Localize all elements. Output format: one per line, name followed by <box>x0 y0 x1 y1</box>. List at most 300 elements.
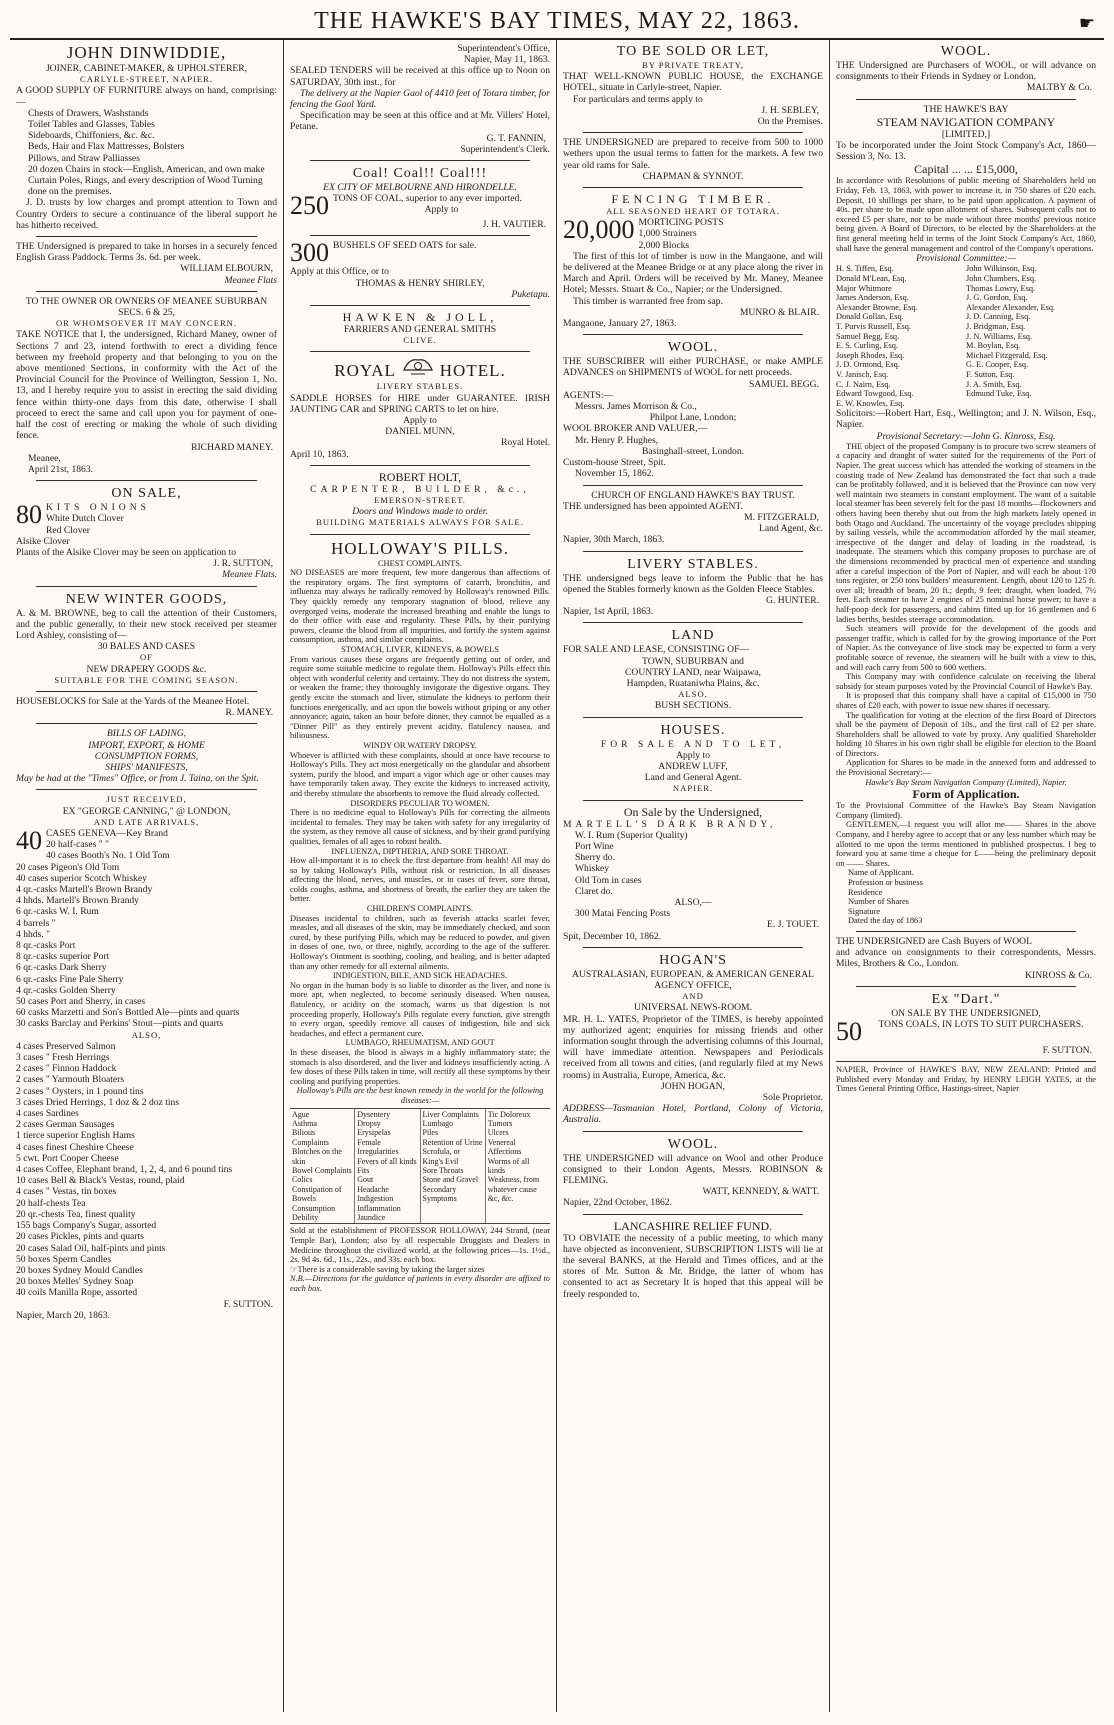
ad-body: THE UNDERSIGNED will advance on Wool and other Produce consigned to their London Agents, Messrs. ROBINSON & FLEMING. <box>563 1152 823 1187</box>
ad-heading: HOGAN'S <box>659 952 727 968</box>
list-item: 40 cases Booth's No. 1 Old Tom <box>46 850 170 862</box>
ad-heading: TO THE OWNER OR OWNERS OF MEANEE SUBURBAN SECS. 6 & 25, <box>25 295 268 319</box>
ad-place: On the Premises. <box>757 116 823 128</box>
list-item: J. D. Ormond, Esq. <box>836 360 900 370</box>
list-item: John Chambers, Esq. <box>966 273 1037 283</box>
ad-body: Such steamers will provide for the development of the goods and passenger traffic, which is called for by the growing importance of the Port of Napier. As the conveyance of live stock may be expected to form a very profitable source of revenue, the steamers will be built with a view to this, and will each carry from 500 to 600 wethers. <box>836 624 1096 672</box>
section-body: There is no medicine equal to Holloway's Pills for correcting the ailments incidental to females. They may be taken with safety for any irregularity of the system, as they remove all cause of sickness, and by their grand purifying qualities, females of all ages to robust health. <box>290 808 550 846</box>
ad-tenders <box>290 43 550 155</box>
list-item: Samuel Begg, Esq. <box>836 331 900 341</box>
ad-signature: E. J. TOUET. <box>767 919 819 931</box>
form-field-label: Name of Applicant. <box>848 868 914 878</box>
list-item: Red Clover <box>46 524 90 536</box>
section-body: Diseases incidental to children, such as feverish attacks scarlet fever, measles, and all diseases of the skin, may be immediately checked, and soon cured, by these purifying Pills, which may be reduced to powder, and given in doses of one, two, or three, nightly, according to the age of the sufferer. Holloway's Ointment is soothing, cooling, and healing, and is better adapted than any other remedy for all external ailments. <box>290 913 550 971</box>
ad-place: Meanee, <box>28 452 61 464</box>
form-title: Form of Application. <box>912 787 1020 802</box>
ad-line: OF <box>140 652 153 663</box>
ad-royal-hotel <box>290 356 550 459</box>
ad-line: Apply at this Office, or to <box>290 266 389 278</box>
ad-bills-of-lading <box>16 728 277 784</box>
list-item: James Anderson, Esq. <box>836 293 909 303</box>
list-item: 1 tierce superior English Hams <box>16 1130 135 1142</box>
ad-line: SUITABLE FOR THE COMING SEASON. <box>54 674 239 685</box>
ad-lead: MARTELL'S DARK BRANDY, <box>563 818 777 830</box>
ad-place: CLIVE. <box>403 335 437 346</box>
list-item: 50 cases Port and Sherry, in cases <box>16 996 146 1008</box>
list-item: 20 boxes Sydney Mould Candles <box>16 1264 143 1276</box>
table-cell: Headache <box>357 1184 389 1194</box>
ad-signature: WATT, KENNEDY, & WATT. <box>702 1186 819 1198</box>
ad-heading: JOHN DINWIDDIE, <box>66 43 227 62</box>
ad-body: THE Undersigned is prepared to take in horses in a securely fenced English Grass Paddock. Terms 3s. 6d. per week. <box>16 241 277 264</box>
ad-subheading: AND <box>682 991 704 1002</box>
ad-line: ON SALE BY THE UNDERSIGNED, <box>891 1007 1041 1019</box>
table-cell: Fevers of all kinds <box>357 1156 417 1166</box>
section-body: Whoever is afflicted with these complaints, should at once have recourse to Holloway's Pills. They act most energetically on the glandular and absorbent system, purify the blood, and impart a vigor which age or other causes may have temporarily taken away. They excite the kidneys to increased activity, and thereby stimulate the absorbents to remove the fluid already collected. <box>290 750 550 798</box>
ad-chapman-synnot <box>563 137 823 182</box>
ad-signature: J. R. SUTTON, <box>213 558 273 570</box>
ad-signature: J. H. SEBLEY, <box>761 104 819 116</box>
list-item: 2 cases " Finnon Haddock <box>16 1063 117 1075</box>
ad-line: Hampden, Ruataniwha Plains, &c. <box>626 677 760 689</box>
ad-robert-holt <box>290 470 550 529</box>
ad-line: Solicitors:—Robert Hart, Esq., Wellington; and J. N. Wilson, Esq., Napier. <box>836 408 1096 431</box>
list-item: 2 cases " Oysters, in 1 pound tins <box>16 1085 144 1097</box>
ad-body: TO OBVIATE the necessity of a public meeting, to which many have objected as inconvenient, SUBSCRIPTION LISTS will lie at the several BANKS, at the Herald and Times offices, and at the stores of Mr. Sutton & Mr. Bridge, the latter of whom has consented to act as Secretary It is hoped that this appeal will be freely responded to. <box>563 1232 823 1300</box>
ad-date: Spit, December 10, 1862. <box>563 930 662 942</box>
ad-signature: RICHARD MANEY. <box>191 441 273 453</box>
ad-date: Mangaone, January 27, 1863. <box>563 318 677 330</box>
ad-signature: CHAPMAN & SYNNOT. <box>642 170 744 182</box>
ad-body: THE undersigned has been appointed AGENT. <box>563 500 743 512</box>
ad-line: Doors and Windows made to order. <box>352 506 488 518</box>
list-item: 20 qr.-chests Tea, finest quality <box>16 1208 136 1220</box>
list-item: E. W. Knowles, Esq. <box>836 398 905 408</box>
ad-body: A. & M. BROWNE, beg to call the attention of their Customers, and the public generally, to their new stock received per steamer Lord Ashley, consisting of— <box>16 607 277 641</box>
ad-just-received <box>16 794 277 1321</box>
ad-address: CARLYLE-STREET, NAPIER. <box>80 74 213 85</box>
ad-body: MR. H. L. YATES, Proprietor of the TIMES, is hereby appointed my authorized agent; enquiries for missing friends and other information sought through the advertising columns of this Journal, will have immediate attention. Newspapers and Periodicals received from all towns and cities, (and regularly filed at my News rooms) in Australia, Europe, America, &c. <box>563 1013 823 1081</box>
ad-line: IMPORT, EXPORT, & HOME <box>88 739 205 751</box>
ad-heading: On Sale by the Undersigned, <box>623 804 763 819</box>
list-item: 6 qr.-casks W. I. Rum <box>16 906 99 918</box>
ad-steam-navigation <box>836 104 1096 926</box>
list-item: G. E. Cooper, Esq. <box>966 360 1029 370</box>
list-item: 20 half-chests Tea <box>16 1197 86 1209</box>
ad-address: ADDRESS—Tasmanian Hotel, Portland, Colony of Victoria, Australia. <box>563 1103 823 1126</box>
list-item: Sherry do. <box>575 852 615 864</box>
column-4 <box>829 40 1102 1712</box>
ad-livery-stables <box>563 556 823 618</box>
ad-line: ALSO, <box>678 689 708 700</box>
ad-body: It is proposed that this company shall have a capital of £15,000 in 750 shares of £20 each, with power to issue new shares if necessary. <box>836 691 1096 710</box>
ad-heading: NEW WINTER GOODS, <box>65 591 228 607</box>
table-cell: Retention of Urine <box>422 1137 483 1147</box>
ad-line: Basinghall-street, London. <box>641 445 745 457</box>
ad-subheading: ALL SEASONED HEART OF TOTARA. <box>606 206 780 217</box>
form-field-label: Dated the day of 1863 <box>848 916 923 926</box>
pointing-hand-icon: ☛ <box>1078 13 1096 33</box>
table-caption: Holloway's Pills are the best known remedy in the world for the following diseases:— <box>296 1086 544 1105</box>
ad-heading-part: ROYAL <box>334 361 396 381</box>
table-cell: Scrofula, or King's Evil <box>422 1147 461 1166</box>
ad-date: Napier, 1st April, 1863. <box>563 606 654 618</box>
section-body: No organ in the human body is so liable to disorder as the liver, and none is more apt, when neglected, to become seriously diseased. When nausea, flatulency, or acidity on the stomach, warns us that digestion is not proceeding properly, Holloway's Pills regulate every function, give strength to every organ, speedily remove all causes of indigestion, bile and sick headaches, and effect a permanent cure. <box>290 980 550 1038</box>
ad-signature: J. H. VAUTIER. <box>482 219 546 231</box>
list-item: 20 cases Pigeon's Old Tom <box>16 861 120 873</box>
ad-subheading: EX "GEORGE CANNING," @ LONDON, <box>62 805 231 817</box>
list-item: 4 cases " Vestas, tin boxes <box>16 1186 117 1198</box>
ad-heading: FENCING TIMBER. <box>611 192 775 207</box>
ad-number: 40 <box>16 825 42 855</box>
ad-body: THAT WELL-KNOWN PUBLIC HOUSE, the EXCHANGE HOTEL, situate in Carlyle-street, Napier. <box>563 71 823 94</box>
table-cell: Ulcers <box>487 1128 509 1138</box>
ad-place: Puketapu. <box>511 288 550 300</box>
ad-body: For particulars and terms apply to <box>573 93 703 105</box>
ad-holloways-pills <box>290 539 550 1294</box>
ad-line: ALSO,— <box>674 896 712 908</box>
list-item: M. Boylan, Esq. <box>966 341 1021 351</box>
table-cell: Fits <box>357 1165 370 1175</box>
ad-date: April 21st, 1863. <box>28 463 94 475</box>
ad-onions <box>16 485 277 580</box>
ad-signature: R. MANEY. <box>225 707 273 719</box>
ad-signature: G. T. FANNIN, <box>486 132 546 144</box>
ad-signature: SAMUEL BEGG. <box>749 378 819 390</box>
ad-line: Messrs. James Morrison & Co., <box>575 401 697 413</box>
ad-address: EMERSON-STREET. <box>374 495 466 506</box>
ad-subheading: [LIMITED,] <box>941 128 991 140</box>
list-item: 40 coils Manilla Rope, assorted <box>16 1287 138 1299</box>
ad-line: NEW DRAPERY GOODS &c. <box>86 663 207 675</box>
list-item: 5 cwt. Port Cooper Cheese <box>16 1152 119 1164</box>
ad-heading: LIVERY STABLES. <box>627 556 759 572</box>
list-item: 40 cases superior Scotch Whiskey <box>16 872 147 884</box>
ad-signature: F. SUTTON. <box>223 1298 273 1310</box>
ad-body: THE undersigned begs leave to inform the Public that he has opened the Stables formerly known as the Golden Fleece Stables. <box>563 572 823 595</box>
section-heading: INDIGESTION, BILE, AND SICK HEADACHES. <box>332 971 508 981</box>
ad-line: Apply to <box>403 415 437 427</box>
list-item: 20 half-cases " " <box>46 839 109 851</box>
ad-lead: KITS ONIONS <box>46 502 150 514</box>
ad-land <box>563 627 823 711</box>
ad-place: Meanee Flats. <box>222 569 277 581</box>
list-item: Whiskey <box>575 863 610 875</box>
ad-list <box>16 108 277 198</box>
list-item: J. D. Canning, Esq. <box>966 312 1031 322</box>
list-item: 4 barrels " <box>16 917 56 929</box>
table-cell: Worms of all kinds <box>487 1156 530 1175</box>
list-item: Alexander Alexander, Esq. <box>966 302 1056 312</box>
table-cell: Asthma <box>292 1118 317 1128</box>
list-item: Toilet Tables and Glasses, Tables <box>28 119 155 131</box>
list-item: 8 qr.-casks Port <box>16 940 76 952</box>
list-item: 4 hhds. Martell's Brown Brandy <box>16 895 139 907</box>
ad-footer: ☞There is a considerable saving by taking the larger sizes <box>290 1264 485 1274</box>
section-heading: CHILDREN'S COMPLAINTS. <box>366 904 474 914</box>
form-field-label: Number of Shares <box>848 897 909 907</box>
ad-role: Sole Proprietor. <box>762 1092 823 1104</box>
list-item: Chests of Drawers, Washstands <box>28 107 149 119</box>
ad-heading: HOLLOWAY'S PILLS. <box>330 538 510 558</box>
list-item: 30 casks Barclay and Perkins' Stout—pints and quarts <box>16 1018 224 1030</box>
ad-subheading: EX CITY OF MELBOURNE AND HIRONDELLE. <box>323 182 517 194</box>
ad-hogans-agency <box>563 952 823 1126</box>
ad-dinwiddie <box>16 43 277 231</box>
ad-heading: JUST RECEIVED, <box>106 794 187 805</box>
ad-body: TAKE NOTICE that I, the undersigned, Richard Maney, owner of Sections 7 and 23, intend forthwith to erect a dividing fence between my freehold property and that belonging to you on the above mentioned Sections, in conformity with the Act of the Provincial Council for the Province of Wellington, Session 1, No. 13, and I hereby require you to assist in erecting the said dividing fence within thirty-one days from this date, otherwise I shall proceed to erect the same and call upon you for payment of one-half the cost of erecting or making the whole of such dividing fence. <box>16 329 277 442</box>
ad-line: BILLS OF LADING, <box>106 728 187 740</box>
ad-body: To be incorporated under the Joint Stock Company's Act, 1860—Session 3, No. 13. <box>836 140 1096 163</box>
list-item: 20 cases Salad Oil, half-pints and pints <box>16 1242 166 1254</box>
ad-heading: ROBERT HOLT, <box>378 469 462 484</box>
ad-touet <box>563 805 823 942</box>
ad-number: 20,000 <box>563 215 635 245</box>
table-cell: Blotches on the skin <box>292 1147 342 1166</box>
ad-place: Meanee Flats <box>224 274 277 286</box>
ad-ex-dart <box>836 991 1096 1056</box>
section-heading: DISORDERS PECULIAR TO WOMEN. <box>350 798 490 808</box>
ad-line: Mr. Henry P. Hughes, <box>575 434 659 446</box>
list-item: 20 cases Pickles, pints and quarts <box>16 1231 144 1243</box>
table-cell: Inflammation <box>357 1203 401 1213</box>
section-body: From various causes these organs are frequently getting out of order, and require some suitable medicine to regulate them. Holloway's Pills effect this object with wonderful celerity and certainty. They do not distress the system, or weaken the frame; they thoroughly invigorate the digestive organs. They gently excite the stomach and liver, stimulate the kidneys to perform their functions energetically, and act upon the bowels without griping or any other annoyance; again, taken an hour before dinner, they cannot be equalled as a "Dinner Pill" as they entirely prevent acidity, flatulency nausea, and biliousness. <box>290 654 550 741</box>
section-heading: STOMACH, LIVER, KIDNEYS, & BOWELS <box>341 645 499 655</box>
form-field-label: Signature <box>848 906 881 916</box>
list-item: Pillows, and Straw Palliasses <box>28 152 140 164</box>
ad-lead: CASES GENEVA—Key Brand <box>46 827 168 839</box>
ad-subheading: CARPENTER, BUILDER, &c., <box>310 483 530 495</box>
form-body: To the Provisional Committee of the Hawke's Bay Steam Navigation Company (limited). <box>836 801 1096 820</box>
ad-winter-goods <box>16 591 277 686</box>
list-item: E. S. Curling, Esq. <box>836 341 898 351</box>
ad-body: HOUSEBLOCKS for Sale at the Yards of the Meanee Hotel. <box>16 695 250 707</box>
ad-heading: ON SALE, <box>111 486 182 502</box>
ad-role: Land and General Agent. <box>644 772 742 784</box>
ad-body: The qualification for voting at the election of the first Board of Directors shall be the payment of Deposit of 10s., and the first call of £2 per share. Shareholders shall be allowed to vote by proxy. Any qualified Shareholder holding 10 Shares in his own right shall be eligible for election to the Board of Directors. <box>836 710 1096 758</box>
ad-heading <box>290 356 550 381</box>
list-item: C. J. Nairn, Esq. <box>836 379 891 389</box>
section-body: How all-important it is to check the first departure from health! All may do so by taking Holloway's Pills, without risk or restriction. In all diseases affecting the blood, nerves, and muscles, or in cases of fever, sore throat, colds coughs, asthma, and shortness of breath, the earlier they are taken the better. <box>290 856 550 904</box>
ad-coal <box>290 165 550 230</box>
ad-body: BUSHELS OF SEED OATS for sale. <box>333 240 477 252</box>
table-cell: Consumption <box>292 1203 336 1213</box>
list-item: J. G. Gordon, Esq. <box>966 293 1028 303</box>
ad-line: Superintendent's Office, <box>457 43 550 54</box>
list-item: Sideboards, Chiffoniers, &c. &c. <box>28 130 155 142</box>
list-item: 20 dozen Chairs in stock—English, American, and own make <box>28 163 265 175</box>
ad-line: CONSUMPTION FORMS, <box>94 750 199 762</box>
ad-heading: CHURCH OF ENGLAND HAWKE'S BAY TRUST. <box>591 489 795 501</box>
columns <box>10 40 1104 1712</box>
ad-lancashire-relief <box>563 1219 823 1300</box>
ad-line: Apply to <box>676 749 710 761</box>
ad-subheading: THE HAWKE'S BAY <box>923 103 1009 115</box>
ad-line: Custom-house Street, Spit. <box>563 457 666 469</box>
table-cell: Stone and Gravel <box>422 1175 479 1185</box>
list-item: 6 qr.-casks Dark Sherry <box>16 962 107 974</box>
ad-line: BUILDING MATERIALS ALWAYS FOR SALE. <box>316 517 524 528</box>
ad-line: BUSH SECTIONS. <box>654 700 732 712</box>
ad-signature: F. SUTTON. <box>1042 1045 1092 1056</box>
ad-body: THE Undersigned are Purchasers of WOOL, or will advance on consignments to their Friends in Sydney or London. <box>836 60 1096 83</box>
section-heading: INFLUENZA, DIPTHERIA, AND SORE THROAT. <box>331 846 509 856</box>
ad-body: The first of this lot of timber is now in the Mangaone, and will be delivered at the Meanee Bridge or at any place along the river in March and April. Orders will be received by Mr. Maney, Meanee Hotel; Messrs. Stuart & Co., Napier; or the Undersigned. <box>563 250 823 296</box>
table-cell: Gout <box>357 1175 374 1185</box>
section-heading: CHEST COMPLAINTS. <box>377 558 463 568</box>
ad-body: THE SUBSCRIBER will either PURCHASE, or make AMPLE ADVANCES on SHIPMENTS of WOOL for nett proceeds. <box>563 356 823 379</box>
table-cell: Bilious Complaints <box>292 1128 329 1147</box>
ad-subheading: JOINER, CABINET-MAKER, & UPHOLSTERER, <box>45 63 248 74</box>
table-cell: Tumors <box>487 1118 513 1128</box>
disease-table <box>290 1108 550 1225</box>
ad-number: 50 <box>836 1017 862 1046</box>
list-item: 3 cases " Fresh Herrings <box>16 1052 110 1064</box>
list-item: Thomas Lowry, Esq. <box>966 283 1036 293</box>
ad-subheading: OR WHOMSOEVER IT MAY CONCERN. <box>55 318 238 329</box>
ad-maney-notice <box>16 296 277 475</box>
ad-footer: Sold at the establishment of PROFESSOR HOLLOWAY, 244 Strand, (near Temple Bar), London; also by all respectable Druggists and Dealers in Medicine throughout the civilized world, at the following prices—1s. 1½d., 2s. 9d 4s. 6d., 11s., 22s., and 33s. each box. <box>290 1226 550 1265</box>
ad-heading: HOUSES. <box>660 722 726 738</box>
ad-hawken-joll <box>290 310 550 346</box>
list-item: Donald M'Lean, Esq. <box>836 273 907 283</box>
table-cell: Constipation of Bowels <box>292 1184 342 1204</box>
ad-subheading: AND LATE ARRIVALS, <box>93 816 200 827</box>
list-item: J. A. Smith, Esq. <box>966 379 1022 389</box>
form-body: GENTLEMEN,—I request you will allot me—— Shares in the above Company, and I hereby agree to accept that or any less number which may be allotted to me upon the terms mentioned in published prospectus. I beg to forward you at same time a cheque for £——being the preliminary deposit on —— Shares. <box>836 820 1096 868</box>
list-item: Michael Fitzgerald, Esq. <box>966 350 1048 360</box>
section-heading: WINDY OR WATERY DROPSY. <box>363 740 477 750</box>
ad-place: Royal Hotel. <box>500 437 550 449</box>
list-item: Edward Towgood, Esq. <box>836 389 914 399</box>
list-item: J. Bridgman, Esq. <box>966 321 1026 331</box>
list-item: 6 qr.-casks Fine Pale Sherry <box>16 973 124 985</box>
ad-body: The delivery at the Napier Gaol of 4410 feet of Totara timber, for fencing the Gaol Yard. <box>290 87 550 111</box>
ad-body: and advance on consignments to their correspondents, Messrs. Miles, Brothers & Co., London. <box>836 947 1096 970</box>
form-fields <box>836 868 1096 926</box>
ad-fencing-timber <box>563 192 823 329</box>
ad-houses <box>563 722 823 795</box>
ad-heading: Ex "Dart." <box>931 991 1001 1007</box>
ad-line: TOWN, SUBURBAN and <box>642 655 744 667</box>
ad-subheading: BY PRIVATE TREATY, <box>642 60 744 70</box>
ad-wool-maltby <box>836 43 1096 94</box>
ad-heading: STEAM NAVIGATION COMPANY <box>876 114 1056 129</box>
form-field-label: Profession or business <box>848 878 923 888</box>
table-cell: Jaundice <box>357 1213 386 1222</box>
ad-line: TONS COALS, IN LOTS TO SUIT PURCHASERS. <box>878 1019 1084 1030</box>
ad-signature: MALTBY & Co. <box>1026 82 1092 94</box>
list-item: Curtain Poles, Rings, and every description of Wood Turning done on the premises. <box>28 175 263 198</box>
ad-body: Application for Shares to be made in the annexed form and addressed to the Provisional Secretary:— <box>836 758 1096 778</box>
ad-subheading: FARRIERS AND GENERAL SMITHS <box>343 324 497 336</box>
ad-body: SADDLE HORSES for HIRE under GUARANTEE. IRISH JAUNTING CAR and SPRING CARTS to let on hire. <box>290 392 550 415</box>
ad-capital: Capital ... ... £15,000, <box>914 162 1018 177</box>
list-item: Plants of the Alsike Clover may be seen on application to <box>16 546 237 558</box>
list-item: 4 cases Preserved Salmon <box>16 1040 116 1052</box>
ad-body: This timber is warranted free from sap. <box>573 295 723 307</box>
table-cell: Weakness, from whatever cause &c, &c. <box>487 1175 540 1204</box>
ad-subheading: UNIVERSAL NEWS-ROOM. <box>634 1002 752 1014</box>
ad-wool-watt <box>563 1136 823 1209</box>
table-cell: Erysipelas <box>357 1128 391 1138</box>
ad-signature: KINROSS & Co. <box>1025 969 1092 981</box>
list-item: 2 cases German Sausages <box>16 1119 115 1131</box>
ad-subheading: ALSO, <box>131 1029 162 1040</box>
ad-exchange-hotel <box>563 43 823 127</box>
list-item: 60 casks Marzetti and Son's Bottled Ale—pints and quarts <box>16 1007 240 1019</box>
list-item: 4 qr.-casks Martell's Brown Brandy <box>16 884 153 895</box>
ad-signature: ANDREW LUFF, <box>658 760 728 772</box>
list-item: White Dutch Clover <box>46 513 124 525</box>
ad-place: NAPIER. <box>672 783 714 794</box>
ad-number: 80 <box>16 500 42 530</box>
ad-signature: THOMAS & HENRY SHIRLEY, <box>355 277 485 289</box>
ad-line: Provisional Secretary:—John G. Kinross, Esq. <box>876 430 1056 442</box>
table-column <box>290 1109 354 1224</box>
list-item: Old Tom in cases <box>575 874 642 886</box>
table-cell: Dropsy <box>357 1118 381 1128</box>
column-3 <box>556 40 829 1712</box>
royal-arms-icon <box>401 361 440 380</box>
ad-line: Hawke's Bay Steam Navigation Company (Limited), Napier. <box>865 777 1067 787</box>
table-cell: Colics <box>292 1175 313 1185</box>
ad-signature: DANIEL MUNN, <box>385 426 455 438</box>
list-item: 2 cases " Yarmouth Bloaters <box>16 1074 125 1086</box>
list-item: Port Wine <box>575 840 614 852</box>
ad-role: Superintendent's Clerk. <box>460 143 550 155</box>
ad-heading: WOOL. <box>667 1136 719 1152</box>
table-cell: Debility <box>292 1213 319 1222</box>
ad-line: SHIPS' MANIFESTS, <box>105 761 188 773</box>
ad-footer: N.B.—Directions for the guidance of patients in every disorder are affixed to each box. <box>290 1274 550 1293</box>
ad-line: WOOL BROKER AND VALUER,— <box>563 423 708 435</box>
ad-date: Napier, May 11, 1863. <box>463 54 550 66</box>
table-cell: Lumbago <box>422 1118 454 1128</box>
ad-line: Philpot Lane, London; <box>649 412 737 424</box>
table-column <box>485 1109 550 1224</box>
list-item: Alexander Browne, Esq. <box>836 302 918 312</box>
list-item: 4 qr.-casks Golden Sherry <box>16 984 116 996</box>
ad-line: COUNTRY LAND, near Waipawa, <box>625 666 761 678</box>
ad-lead: A GOOD SUPPLY OF FURNITURE always on hand, comprising:— <box>16 85 277 108</box>
table-column <box>420 1109 485 1224</box>
list-item: T. Purvis Russell, Esq. <box>836 321 911 331</box>
ad-signature: MUNRO & BLAIR. <box>739 306 819 318</box>
committee-heading: Provisional Committee:— <box>915 253 1017 265</box>
list-item: 50 boxes Sperm Candles <box>16 1253 112 1265</box>
list-item: 20 boxes Melles' Sydney Soap <box>16 1276 134 1288</box>
ad-body: This Company may with confidence calculate on receiving the liberal subsidy for steam purposes voted by the Provincial Council of Hawke's Bay. <box>836 672 1096 691</box>
ad-subheading: FOR SALE AND TO LET, <box>600 738 786 750</box>
ad-signature: JOHN HOGAN, <box>661 1080 725 1092</box>
list-item: 300 Matai Fencing Posts <box>575 908 671 920</box>
ad-signature: WILLIAM ELBOURN, <box>180 263 273 275</box>
table-cell: Ague <box>292 1109 310 1119</box>
ad-signature: M. FITZGERALD, <box>744 511 819 523</box>
ad-body: J. D. trusts by low charges and prompt attention to Town and Country Orders to secure a continuance of the liberal support he has hitherto received. <box>16 197 277 231</box>
ad-body: THE object of the proposed Company is to procure two screw steamers of a capacity and draught of water suited for the requirements of the Port of Napier. The great success which has attended the working of steamers in the coasting trade of New Zealand has demonstrated the fact that such a trade can be profitably followed, and it is believed that the Province can now very well maintain two steamers in constant employment. The want of a suitable local steamer has been severely felt for the past 18 months—flockowners and others having been thereby shut out from the high markets lately opened in both Otago and Auckland. The uncertainty of the voyage precludes shipping by sailing vessels, while the accommodation afforded by the mail steamer, irrespective of the danger and delay of loading in the roadstead, is inadequate. The steamers which this company proposes to purchase are of the dimensions recommended by practical men of experience and standing after a careful inspection of the Port of Napier, and will each be about 1?0 tons register, or 250 tons builders' measurement. Length, about 120 to 125 ft. over all; breadth of beam, 20 ft.; depth, 9 feet; draught, when loaded, 7½ feet. Each steamer to have 2 engines of 25 nominal horse power; to have a half-poop deck for passengers, and cabins fitted up for 16 gentlemen and 6 ladies berths, besides steerage accommodation. <box>836 441 1096 624</box>
section-heading: LUMBAGO, RHEUMATISM, AND GOUT <box>345 1038 495 1048</box>
ad-number: 300 <box>290 238 329 268</box>
column-1 <box>10 40 283 1712</box>
ad-date: Napier, 22nd October, 1862. <box>563 1197 672 1209</box>
masthead-title: THE HAWKE'S BAY TIMES, MAY 22, 1863. <box>314 8 800 34</box>
table-cell: Liver Complaints <box>422 1109 479 1119</box>
list-item: 4 cases Sardines <box>16 1108 79 1120</box>
list-item: 8 qr.-casks superior Port <box>16 951 110 963</box>
ad-date: Napier, March 20, 1863. <box>16 1309 110 1321</box>
